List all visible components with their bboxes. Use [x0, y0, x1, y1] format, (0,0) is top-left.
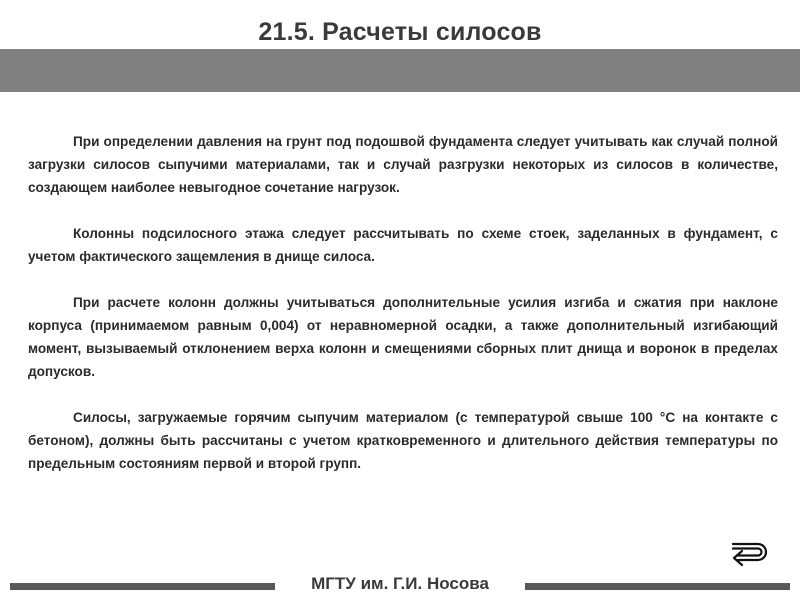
slide-title: 21.5. Расчеты силосов [258, 18, 542, 46]
back-button[interactable] [730, 536, 770, 570]
paragraph-columns: Колонны подсилосного этажа следует рассчитывать по схеме стоек, заделанных в фундамент, с учетом фактического защемления в днище силоса. [28, 226, 778, 264]
footer-bar-left [10, 583, 275, 590]
slide-content [28, 130, 778, 475]
footer-bar-right [525, 583, 790, 590]
paragraph-column-calculation: При расчете колонн должны учитываться дополнительные усилия изгиба и сжатия при наклоне корпуса (принимаемом равным 0,004) от неравномерной осадки, а также дополнительный изгибающий момент, вызываемый отклонением верха колонн и смещениями сборных плит днища и воронок в пределах допусков. [28, 295, 778, 379]
return-arrow-icon [730, 536, 770, 570]
header-bar [0, 49, 800, 92]
paragraph-hot-material: Силосы, загружаемые горячим сыпучим материалом (с температурой свыше 100 °С на контакте с бетоном), должны быть рассчитаны с учетом кратковременного и длительного действия температуры по предельным состояниям первой и второй групп. [28, 410, 778, 471]
footer-institution: МГТУ им. Г.И. Носова [311, 574, 489, 593]
paragraph-foundation-pressure: При определении давления на грунт под подошвой фундамента следует учитывать как случай полной загрузки силосов сыпучими материалами, так и случай разгрузки некоторых из силосов в количестве, создающем наиболее невыгодное сочетание нагрузок. [28, 134, 778, 195]
